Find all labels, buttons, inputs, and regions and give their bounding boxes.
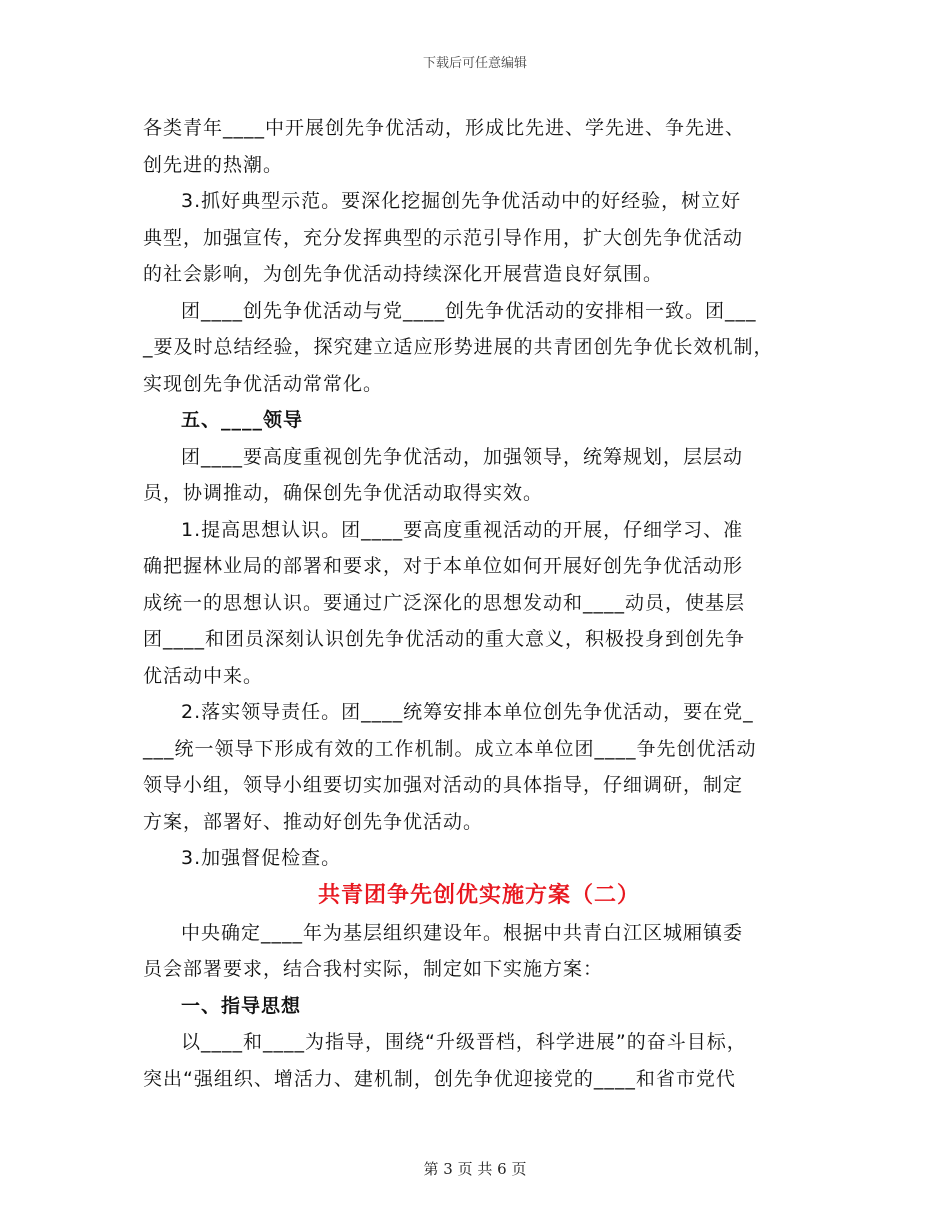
section-title: 共青团争先创优实施方案（二） <box>317 882 640 908</box>
paragraph-line: 方案，部署好、推动好创先争优活动。 <box>143 810 484 833</box>
section-heading: 五、____领导 <box>181 409 304 431</box>
paragraph-line: 优活动中来。 <box>143 664 264 687</box>
page-header: 下载后可任意编辑 <box>422 56 527 71</box>
paragraph-line: 创先进的热潮。 <box>143 153 284 176</box>
paragraph-line: 典型，加强宣传，充分发挥典型的示范引导作用，扩大创先争优活动 <box>143 226 744 249</box>
page-footer: 第 3 页 共 6 页 <box>423 1160 527 1178</box>
paragraph-line: 1.提高思想认识。团____要高度重视活动的开展，仔细学习、准 <box>181 518 744 541</box>
paragraph-line: _要及时总结经验，探究建立适应形势进展的共青团创先争优长效机制， <box>143 336 774 358</box>
paragraph-line: 员，协调推动，确保创先争优活动取得实效。 <box>143 482 544 504</box>
document-body <box>143 110 815 1097</box>
paragraph-line: 2.落实领导责任。团____统筹安排本单位创先争优活动，要在党_ <box>181 701 754 723</box>
paragraph-line: 中央确定____年为基层组织建设年。根据中共青白江区城厢镇委 <box>181 921 744 944</box>
paragraph-line: 领导小组，领导小组要切实加强对活动的具体指导，仔细调研，制定 <box>143 774 744 796</box>
paragraph-line: 团____和团员深刻认识创先争优活动的重大意义，积极投身到创先争 <box>143 628 746 650</box>
paragraph-line: 团____创先争优活动与党____创先争优活动的安排相一致。团___ <box>181 299 757 322</box>
paragraph-line: 成统一的思想认识。要通过广泛深化的思想发动和____动员，使基层 <box>143 591 746 614</box>
section-heading: 一、指导思想 <box>181 994 302 1017</box>
paragraph-line: 以____和____为指导，围绕“升级晋档，科学进展”的奋斗目标， <box>181 1031 747 1053</box>
paragraph-line: 突出“强组织、增活力、建机制，创先争优迎接党的____和省市党代 <box>143 1067 736 1090</box>
paragraph-line: 3.加强督促检查。 <box>181 847 342 869</box>
paragraph-line: 团____要高度重视创先争优活动，加强领导，统筹规划，层层动 <box>181 445 744 468</box>
paragraph-line: 实现创先争优活动常常化。 <box>143 372 384 395</box>
paragraph-line: ___统一领导下形成有效的工作机制。成立本单位团____争先创优活动 <box>143 737 757 760</box>
paragraph-line: 员会部署要求，结合我村实际，制定如下实施方案： <box>143 958 604 980</box>
paragraph-line: 确把握林业局的部署和要求，对于本单位如何开展好创先争优活动形 <box>143 555 744 577</box>
paragraph-line: 的社会影响，为创先争优活动持续深化开展营造良好氛围。 <box>143 263 664 285</box>
paragraph-line: 各类青年____中开展创先争优活动，形成比先进、学先进、争先进、 <box>143 117 746 139</box>
paragraph-line: 3.抓好典型示范。要深化挖掘创先争优活动中的好经验，树立好 <box>181 190 742 212</box>
